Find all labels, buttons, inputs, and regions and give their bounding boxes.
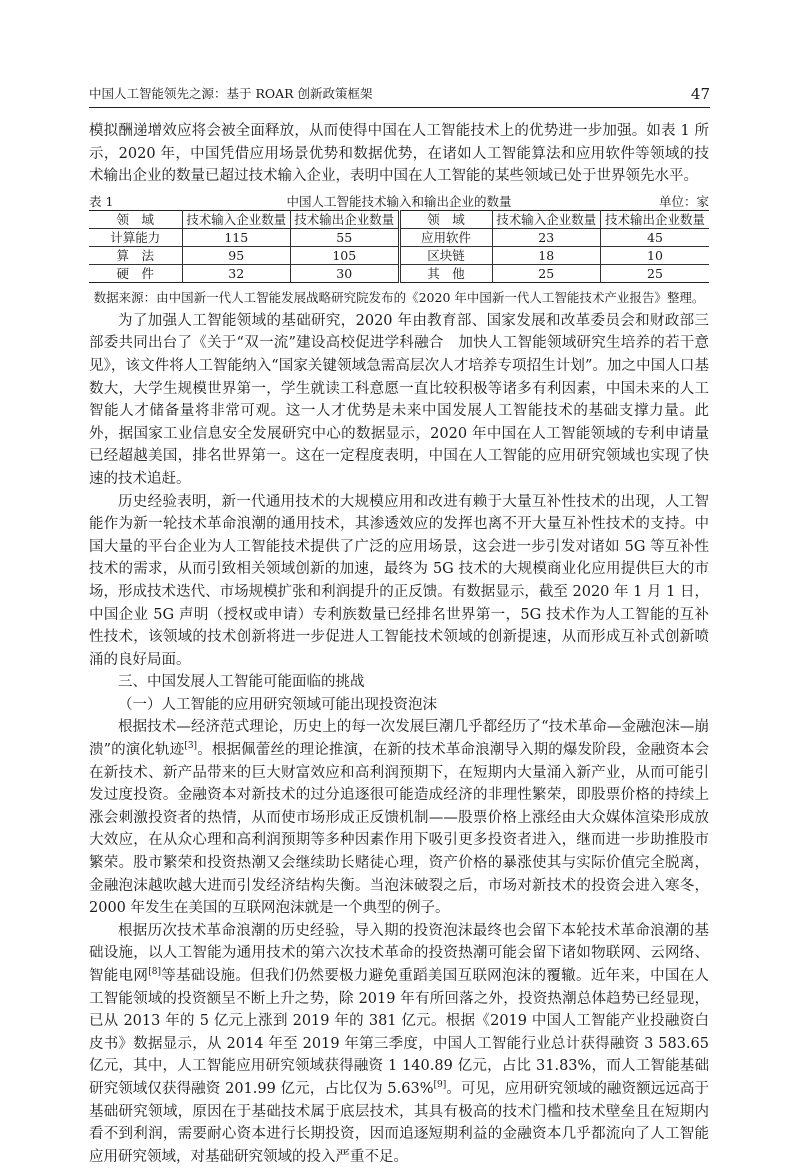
table-cell: 32	[182, 264, 291, 282]
table-cell: 105	[291, 246, 400, 264]
subsection-heading: （一）人工智能的应用研究领域可能出现投资泡沫	[118, 696, 437, 713]
table-cell: 25	[492, 264, 601, 282]
citation-ref: [9]	[433, 1080, 447, 1091]
citation-ref: [3]	[184, 741, 198, 752]
table-header-cell: 领 域	[399, 210, 492, 228]
text-run: 根据历次技术革命浪潮的历史经验，导入期的投资泡沫最终也会留下本轮技术革命浪潮的基础设施，以人工智能为通用技术的第六次技术革命的投资热潮可能会留下诸如物联网、云网络、智能电网	[89, 922, 709, 984]
table-cell: 其 他	[399, 264, 492, 282]
running-header	[89, 85, 710, 108]
text-run: 。根据佩蕾丝的理论推演，在新的技术革命浪潮导入期的爆发阶段，金融资本会在新技术、新产品带来的巨大财富效应和高利润预期下，在短期内大量涌入新产业，从而可能引发过度投资。金融资本对新技术的过分追逐很可能造成经济的非理性繁荣，即股票价格的持续上涨会刺激投资者的热情，从而使市场形成正反馈机制——股票价格上涨经由大众媒体渲染形成放大效应，在从众心理和高利润预期等多种因素作用下吸引更多投资者进入，继而进一步助推股市繁荣。股市繁荣和投资热潮又会继续助长赌徒心理，资产价格的暴涨使其与实际价值完全脱离，金融泡沫越吹越大进而引发经济结构失衡。当泡沫破裂之后，市场对新技术的投资会进入寒冬，2000 年发生在美国的互联网泡沫就是一个典型的例子。	[89, 742, 709, 917]
table-label: 表 1	[89, 193, 114, 209]
table-row	[89, 264, 709, 282]
body-text	[89, 120, 709, 1168]
table-cell: 23	[492, 228, 601, 246]
table-header-cell: 技术输出企业数量	[291, 210, 400, 228]
table-title: 中国人工智能技术输入和输出企业的数量	[286, 193, 512, 209]
table-header-cell: 技术输入企业数量	[182, 210, 291, 228]
page-number: 47	[690, 85, 710, 103]
table-unit: 单位：家	[658, 193, 709, 209]
table-cell: 计算能力	[89, 228, 182, 246]
table-cell: 10	[601, 246, 710, 264]
table-cell: 55	[291, 228, 400, 246]
table-header-cell: 领 域	[89, 210, 182, 228]
text-run: 根据技术—经济范式理论，历史上的每一次发展巨潮几乎都经历了“技术革命—金融泡沫—崩溃”的演化轨迹	[89, 719, 709, 759]
table-cell: 18	[492, 246, 601, 264]
table-cell: 95	[182, 246, 291, 264]
table-header-cell: 技术输出企业数量	[601, 210, 710, 228]
table-row	[89, 246, 709, 264]
table-source-note: 数据来源：由中国新一代人工智能发展战略研究院发布的《2020 年中国新一代人工智能技术产业报告》整理。	[93, 289, 705, 305]
text-run: 。可见，应用研究领域的融资额远远高于基础研究领域，原因在于基础技术属于底层技术，其具有极高的技术门槛和技术壁垒且在短期内看不到利润，需要耐心资本进行长期投资，因而追逐短期利益的金融资本几乎都流向了人工智能应用研究领域，对基础研究领域的投入严重不足。	[89, 1080, 710, 1165]
table-cell: 应用软件	[399, 228, 492, 246]
paragraph-history: 历史经验表明，新一代通用技术的大规模应用和改进有赖于大量互补性技术的出现，人工智能作为新一轮技术革命浪潮的通用技术，其渗透效应的发挥也离不开大量互补性技术的支持。中国大量的平台企业为人工智能技术提供了广泛的应用场景，这会进一步引发对诸如 5G 等互补性技术的需求，从而引致相关领域创新的加速，最终为 5G 技术的大规模商业化应用提供巨大的市场，形成技术迭代、市场规模扩张和利润提升的正反馈。有数据显示，截至 2020 年 1 月 1 日，中国企业 5G 声明（授权或申请）专利族数量已经排名世界第一，5G 技术作为人工智能的互补性技术，该领域的技术创新将进一步促进人工智能技术领域的创新提速，从而形成互补式创新喷涌的良好局面。	[89, 493, 709, 668]
data-table	[89, 210, 709, 283]
table-cell: 算 法	[89, 246, 182, 264]
table-header-row	[89, 210, 709, 228]
paragraph-continued: 模拟酬递增效应将会被全面释放，从而使得中国在人工智能技术上的优势进一步加强。如表 1 所示，2020 年，中国凭借应用场景优势和数据优势，在诸如人工智能算法和应用软件等领域的技术输出企业的数量已超过技术输入企业，表明中国在人工智能的某些领域已处于世界领先水平。	[89, 123, 709, 185]
table-cell: 45	[601, 228, 710, 246]
paragraph-talent: 为了加强人工智能领域的基础研究，2020 年由教育部、国家发展和改革委员会和财政部三部委共同出台了《关于“双一流”建设高校促进学科融合 加快人工智能领域研究生培养的若干意见》，该文件将人工智能纳入“国家关键领域急需高层次人才培养专项招生计划”。加之中国人口基数大，大学生规模世界第一，学生就读工科意愿一直比较积极等诸多有利因素，中国未来的人工智能人才储备量将非常可观。这一人才优势是未来中国发展人工智能技术的基础支撑力量。此外，据国家工业信息安全发展研究中心的数据显示，2020 年中国在人工智能领域的专利申请量已经超越美国，排名世界第一。这在一定程度表明，中国在人工智能的应用研究领域也实现了快速的技术追赶。	[89, 312, 709, 487]
paragraph-bubble	[89, 716, 709, 919]
table-cell: 区块链	[399, 246, 492, 264]
table-caption	[89, 190, 709, 210]
section-heading: 三、中国发展人工智能可能面临的挑战	[118, 674, 365, 691]
table-cell: 115	[182, 228, 291, 246]
citation-ref: [8]	[148, 967, 161, 978]
table-cell: 25	[601, 264, 710, 282]
table-row	[89, 228, 709, 246]
table-cell: 30	[291, 264, 400, 282]
running-title: 中国人工智能领先之源：基于 ROAR 创新政策框架	[89, 86, 373, 101]
text-run: 等基础设施。但我们仍然要极力避免重蹈美国互联网泡沫的覆辙。近年来，中国在人工智能领域的投资额呈不断上升之势，除 2019 年有所回落之外，投资热潮总体趋势已经显现，已从 2013 年的 5 亿元上涨到 2019 年的 381 亿元。根据《2019 中国人工智能产业投融资白皮书》数据显示，从 2014 年至 2019 年第三季度，中国人工智能行业总计获得融资 3 583.65 亿元，其中，人工智能应用研究领域获得融资 1 140.89 亿元，占比 31.83%，而人工智能基础研究领域仅获得融资 201.99 亿元，占比仅为 5.63%	[89, 968, 710, 1097]
table-cell: 硬 件	[89, 264, 182, 282]
table-header-cell: 技术输入企业数量	[492, 210, 601, 228]
